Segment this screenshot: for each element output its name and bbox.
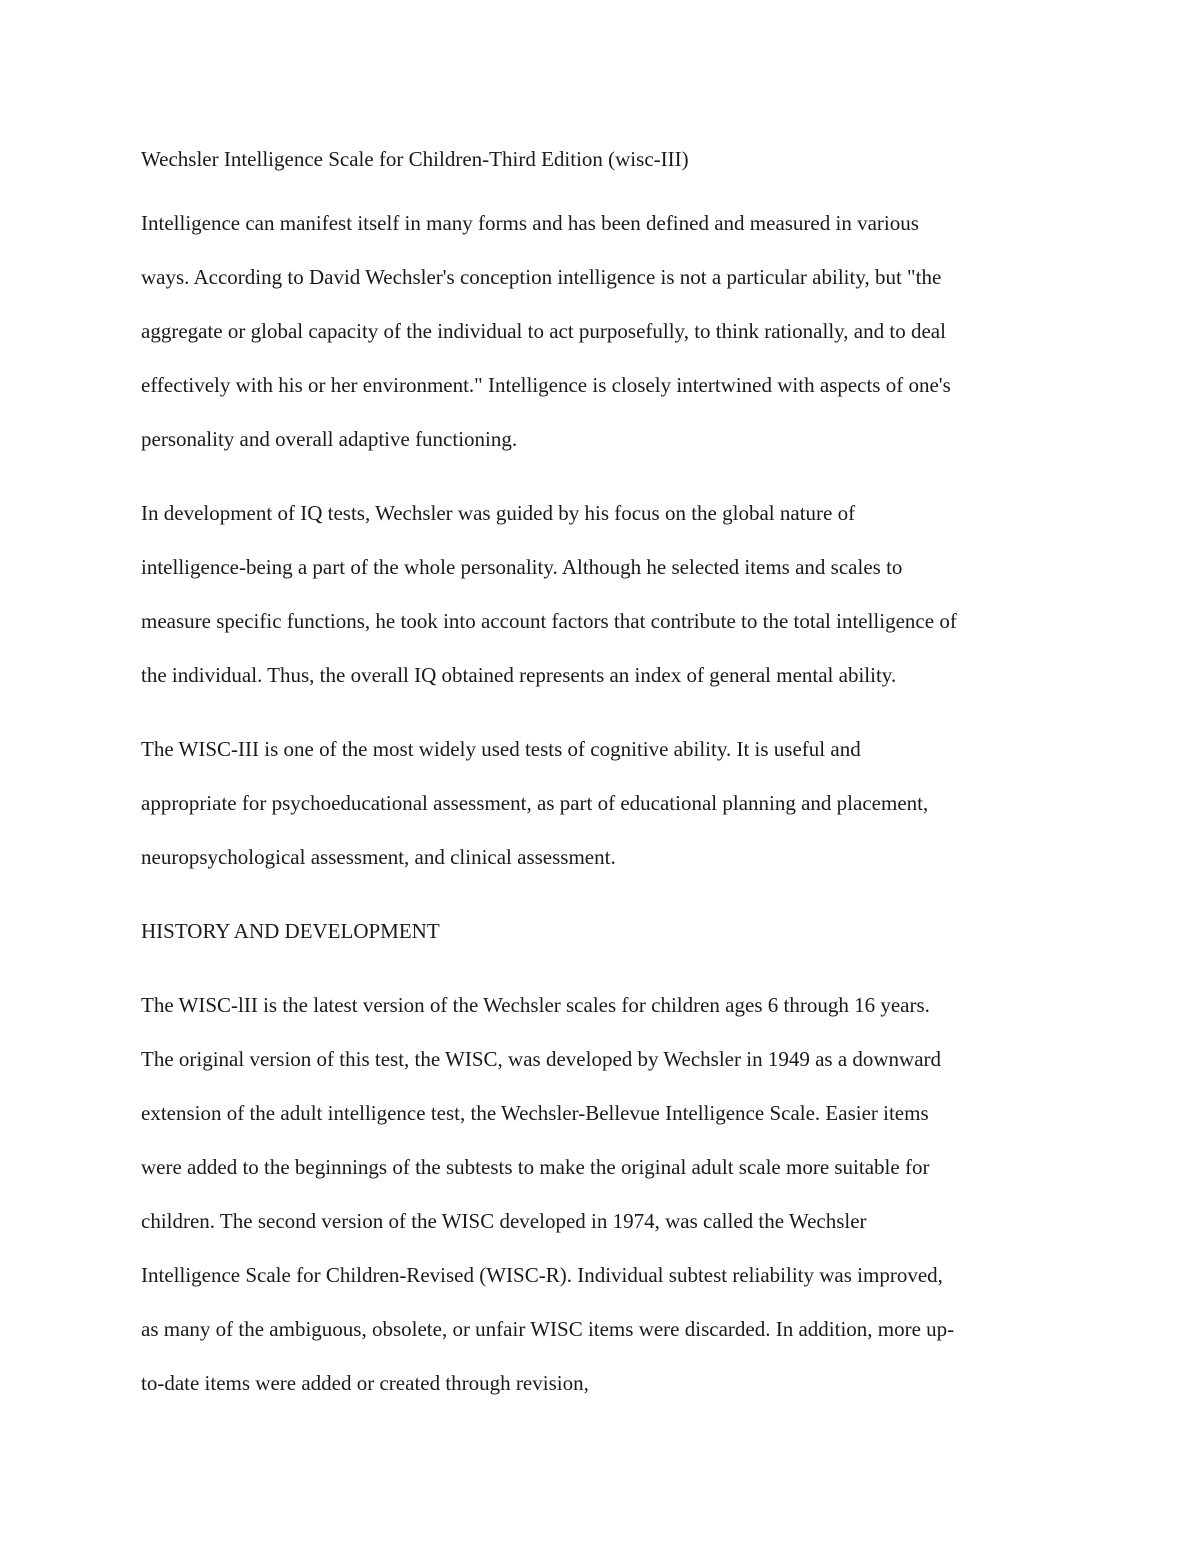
section-heading: HISTORY AND DEVELOPMENT — [141, 919, 440, 943]
paragraph-line: aggregate or global capacity of the individual to act purposefully, to think rationally, and to deal — [141, 319, 946, 343]
paragraph-line: neuropsychological assessment, and clinical assessment. — [141, 845, 616, 869]
paragraph-line: effectively with his or her environment." Intelligence is closely intertwined with aspects of one's — [141, 373, 951, 397]
paragraph-intelligence-definition — [141, 204, 1071, 494]
paragraph-history — [141, 986, 1071, 1418]
paragraph-line: intelligence-being a part of the whole personality. Although he selected items and scales to — [141, 555, 903, 579]
paragraph-line: extension of the adult intelligence test, the Wechsler-Bellevue Intelligence Scale. Easier items — [141, 1101, 929, 1125]
paragraph-line: ways. According to David Wechsler's conception intelligence is not a particular ability, but "the — [141, 265, 942, 289]
paragraph-line: The original version of this test, the WISC, was developed by Wechsler in 1949 as a downward — [141, 1047, 942, 1071]
paragraph-line: measure specific functions, he took into account factors that contribute to the total intelligence of — [141, 609, 957, 633]
paragraph-line: to-date items were added or created through revision, — [141, 1371, 589, 1395]
paragraph-line: Intelligence can manifest itself in many forms and has been defined and measured in various — [141, 211, 919, 235]
document-body — [141, 140, 1071, 1418]
paragraph-line: The WISC-III is one of the most widely used tests of cognitive ability. It is useful and — [141, 737, 861, 761]
paragraph-line: The WISC-lII is the latest version of the Wechsler scales for children ages 6 through 16 years. — [141, 993, 930, 1017]
paragraph-line: appropriate for psychoeducational assessment, as part of educational planning and placement, — [141, 791, 929, 815]
paragraph-line: the individual. Thus, the overall IQ obtained represents an index of general mental ability. — [141, 663, 897, 687]
document-title: Wechsler Intelligence Scale for Children-Third Edition (wisc-III) — [141, 147, 689, 171]
paragraph-line: personality and overall adaptive functioning. — [141, 427, 518, 451]
paragraph-line: Intelligence Scale for Children-Revised (WISC-R). Individual subtest reliability was improved, — [141, 1263, 943, 1287]
paragraph-line: were added to the beginnings of the subtests to make the original adult scale more suitable for — [141, 1155, 930, 1179]
paragraph-line: In development of IQ tests, Wechsler was guided by his focus on the global nature of — [141, 501, 856, 525]
paragraph-line: as many of the ambiguous, obsolete, or unfair WISC items were discarded. In addition, more up- — [141, 1317, 955, 1341]
paragraph-wisc-usage — [141, 730, 1071, 912]
paragraph-iq-test-development — [141, 494, 1071, 730]
paragraph-line: children. The second version of the WISC developed in 1974, was called the Wechsler — [141, 1209, 867, 1233]
